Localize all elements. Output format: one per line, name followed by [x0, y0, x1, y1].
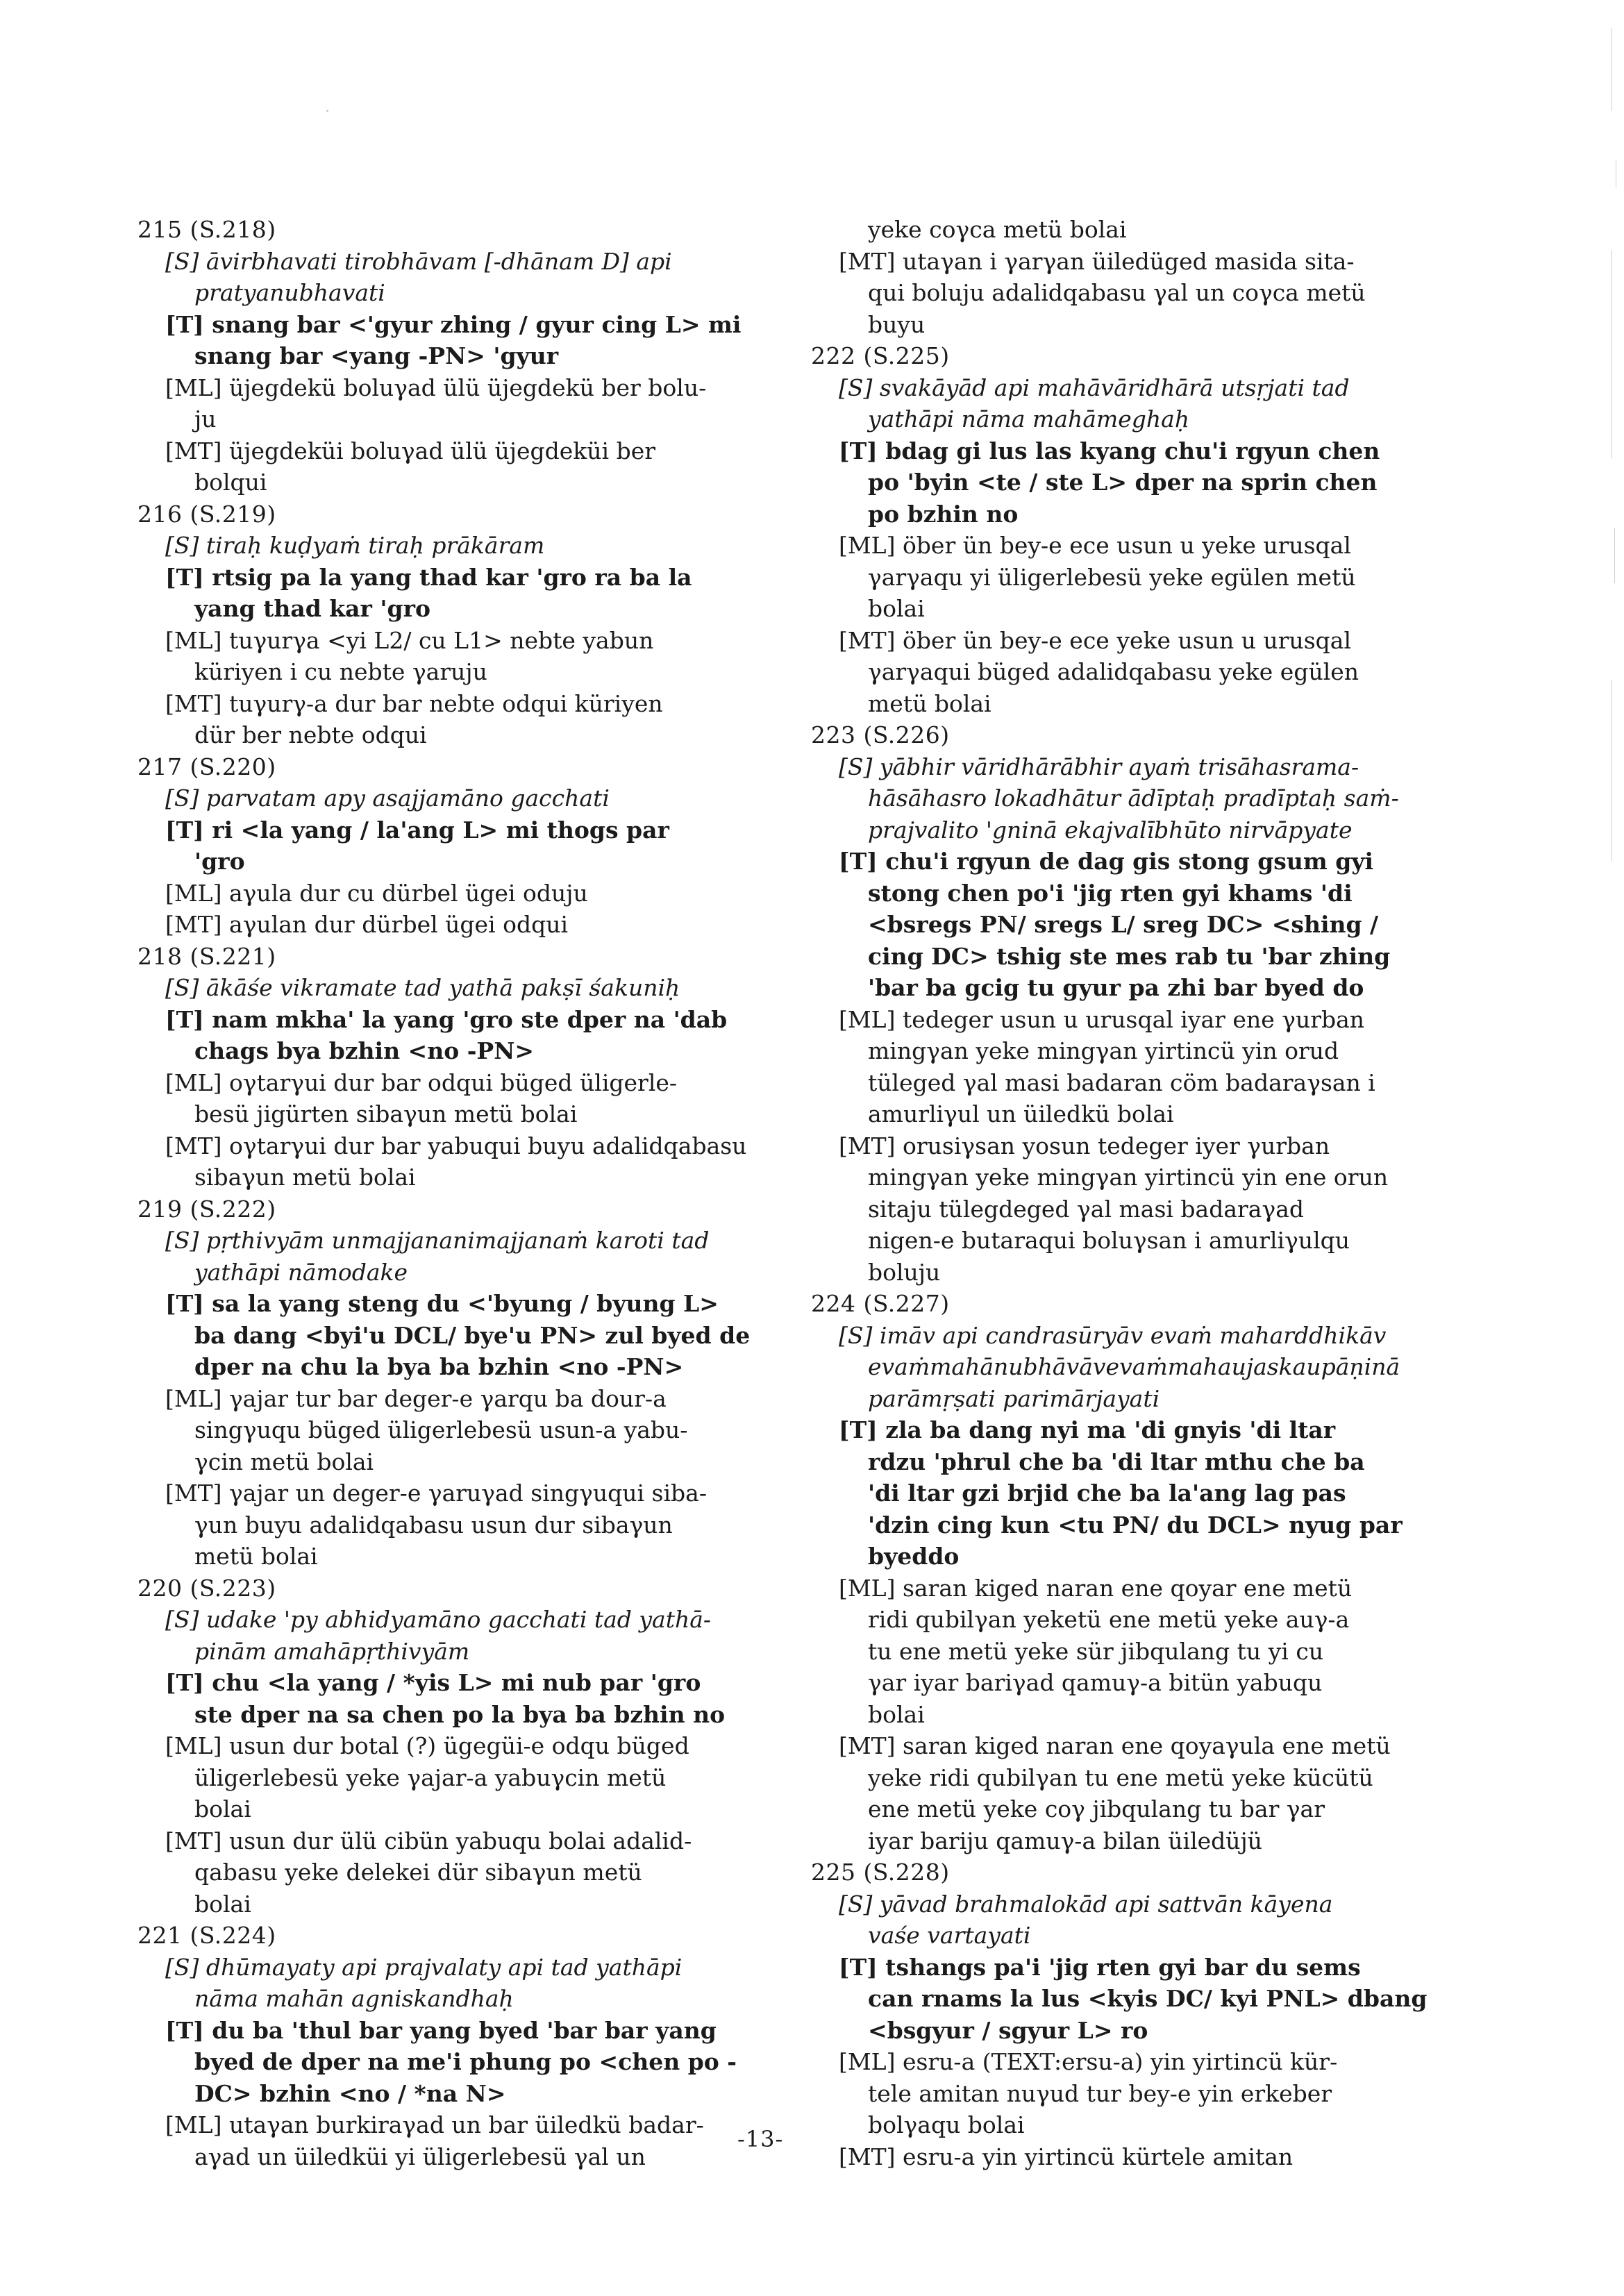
entry-header: 221 (S.224): [137, 1922, 276, 1949]
left-column: [137, 214, 797, 2172]
line-t-cont: ba dang <byi'u DCL/ bye'u PN> zul byed de: [194, 1321, 751, 1349]
line-t-cont: yang thad kar 'gro: [194, 595, 430, 622]
entry-header: 218 (S.221): [137, 942, 276, 970]
line-ml-cont: bolai: [194, 1795, 251, 1822]
entry-header: 219 (S.222): [137, 1195, 276, 1223]
line-s-cont: hāsāhasro lokadhātur ādīptaḥ pradīptaḥ saṁ-: [868, 785, 1399, 812]
line-t-cont: DC> bzhin <no / *na N>: [194, 2079, 506, 2107]
line-s-cont: vaśe vartayati: [868, 1922, 1031, 1949]
line-mt-cont: sibaγun metü bolai: [194, 1164, 416, 1191]
line-s: [S] svakāyād api mahāvāridhārā utsṛjati tad: [839, 374, 1350, 401]
line-t: [T] rtsig pa la yang thad kar 'gro ra ba la: [165, 563, 692, 591]
line-mt-cont: metü bolai: [194, 1543, 318, 1570]
line-mt-cont: nigen-e butaraqui boluγsan i amurliγulqu: [868, 1227, 1350, 1254]
line-ml-cont: aγad un üiledküi yi üligerlebesü γal un: [194, 2143, 646, 2170]
line-s: [S] imāv api candrasūryāv evaṁ maharddhikāv: [839, 1321, 1387, 1349]
entry-225: [811, 1857, 1428, 2172]
entry-header: 216 (S.219): [137, 500, 276, 528]
line-t-cont: 'bar ba gcig tu gyur pa zhi bar byed do: [868, 974, 1364, 1001]
line-ml-cont: ridi qubilγan yeketü ene metü yeke auγ-a: [868, 1606, 1350, 1633]
line-ml: [ML] üjegdekü boluγad ülü üjegdekü ber bolu-: [165, 374, 707, 401]
right-column: [811, 214, 1428, 2172]
line-t-cont: <bsgyur / sgyur L> ro: [868, 2016, 1148, 2044]
line-ml: [ML] γajar tur bar deger-e γarqu ba dour-a: [165, 1384, 667, 1412]
line-t: [T] tshangs pa'i 'jig rten gyi bar du sems: [839, 1953, 1361, 1981]
line-t: [T] ri <la yang / la'ang L> mi thogs par: [165, 816, 669, 844]
page-number: -13-: [737, 2126, 784, 2152]
line-mt-cont: metü bolai: [868, 689, 991, 717]
line-ml-cont: bolγaqu bolai: [868, 2111, 1025, 2138]
line-mt-cont: yeke ridi qubilγan tu ene metü yeke kücütü: [868, 1763, 1373, 1791]
line-t-cont: rdzu 'phrul che ba 'di ltar mthu che ba: [868, 1448, 1365, 1475]
line-mt: [MT] oγtarγui dur bar yabuqui buyu adalidqabasu: [165, 1132, 747, 1159]
line-s: [S] yābhir vāridhārābhir ayaṁ trisāhasrama-: [839, 753, 1359, 780]
entry-215: [137, 214, 797, 498]
entry-header: 223 (S.226): [811, 721, 950, 748]
line-t-cont: stong chen po'i 'jig rten gyi khams 'di: [868, 879, 1353, 907]
line-s: [S] ākāśe vikramate tad yathā pakṣī śakuniḥ: [165, 974, 680, 1001]
line-s-cont: nāma mahān agniskandhaḥ: [194, 1985, 514, 2012]
line-t: [T] nam mkha' la yang 'gro ste dper na 'dab: [165, 1005, 728, 1033]
line-ml: [ML] usun dur botal (?) ügegüi-e odqu büged: [165, 1732, 689, 1759]
line-ml: [ML] utaγan burkiraγad un bar üiledkü badar-: [165, 2111, 704, 2138]
line-t-cont: po bzhin no: [868, 500, 1019, 528]
line-mt-cont: bolqui: [194, 469, 267, 496]
line-t-cont: byeddo: [868, 1543, 960, 1570]
line-mt: [MT] orusiγsan yosun tedeger iyer γurban: [839, 1132, 1330, 1159]
entry-header: 215 (S.218): [137, 216, 276, 243]
line-s: [S] yāvad brahmalokād api sattvān kāyena: [839, 1890, 1333, 1918]
line-t: [T] chu'i rgyun de dag gis stong gsum gyi: [839, 848, 1374, 875]
line-s-cont: pinām amahāpṛthivyām: [194, 1637, 470, 1665]
line-ml-cont: besü jigürten sibaγun metü bolai: [194, 1100, 578, 1128]
line-mt-cont: qabasu yeke delekei dür sibaγun metü: [194, 1859, 642, 1886]
line-mt-cont: qui boluju adalidqabasu γal un coγca metü: [868, 279, 1366, 306]
line-mt-cont: ene metü yeke coγ jibqulang tu bar γar: [868, 1795, 1325, 1822]
line-mt: [MT] usun dur ülü cibün yabuqu bolai adalid-: [165, 1827, 692, 1854]
line-ml: [ML] öber ün bey-e ece usun u yeke urusqal: [839, 532, 1351, 559]
line-s: [S] udake 'py abhidyamāno gacchati tad yathā-: [165, 1606, 712, 1633]
entry-224: [811, 1288, 1422, 1857]
line-mt-cont: γun buyu adalidqabasu usun dur sibaγun: [194, 1511, 673, 1539]
line-t-cont: chags bya bzhin <no -PN>: [194, 1037, 535, 1064]
line-t-cont: 'di ltar gzi brjid che ba la'ang lag pas: [868, 1480, 1346, 1507]
line-t: [T] zla ba dang nyi ma 'di gnyis 'di ltar: [839, 1416, 1336, 1443]
line-t: [T] bdag gi lus las kyang chu'i rgyun chen: [839, 437, 1380, 464]
entry-220: [137, 1573, 797, 1920]
line-ml-cont: küriyen i cu nebte γaruju: [194, 658, 487, 685]
entry-217: [137, 751, 797, 941]
entry-221: [137, 1920, 797, 2172]
line-t-cont: dper na chu la bya ba bzhin <no -PN>: [194, 1353, 684, 1380]
line-ml: [ML] esru-a (TEXT:ersu-a) yin yirtincü kür-: [839, 2048, 1338, 2075]
line-t-cont: po 'byin <te / ste L> dper na sprin chen: [868, 469, 1378, 496]
line-t-cont: 'gro: [194, 848, 245, 875]
scan-speck: [326, 110, 328, 112]
line-mt-cont: mingγan yeke mingγan yirtincü yin ene orun: [868, 1164, 1389, 1191]
line-ml-cont: üligerlebesü yeke γajar-a yabuγcin metü: [194, 1763, 667, 1791]
line-ml-cont: γarγaqu yi üligerlebesü yeke egülen metü: [868, 563, 1356, 591]
line-s-cont: yathāpi nāmodake: [194, 1258, 408, 1286]
line-ml-cont: γcin metü bolai: [194, 1448, 374, 1475]
line-mt-cont: bolai: [194, 1890, 251, 1918]
entry-221-cont: [811, 214, 1422, 340]
line-t-cont: <bsregs PN/ sregs L/ sreg DC> <shing /: [868, 911, 1379, 938]
line-mt: [MT] saran kiged naran ene qoyaγula ene metü: [839, 1732, 1391, 1759]
line-mt: [MT] aγulan dur dürbel ügei odqui: [165, 911, 569, 938]
line-ml: [ML] aγula dur cu dürbel ügei oduju: [165, 879, 588, 907]
line-mt: [MT] tuγurγ-a dur bar nebte odqui küriyen: [165, 689, 663, 717]
line-s-cont: prajvalito 'gninā ekajvalībhūto nirvāpyate: [868, 816, 1353, 844]
entry-223: [811, 719, 1422, 1288]
line-ml: [ML] tedeger usun u urusqal iyar ene γurban: [839, 1005, 1365, 1033]
line-ml-cont: tüleged γal masi badaran cöm badaraγsan i: [868, 1069, 1375, 1096]
entry-header: 217 (S.220): [137, 753, 276, 780]
line-s-cont: parāmṛṣati parimārjayati: [868, 1384, 1160, 1412]
line-ml: [ML] oγtarγui dur bar odqui büged üligerle-: [165, 1069, 678, 1096]
line-ml: [ML] saran kiged naran ene qoyar ene metü: [839, 1574, 1353, 1602]
line-t: [T] sa la yang steng du <'byung / byung L>: [165, 1290, 719, 1317]
line-mt-cont: boluju: [868, 1258, 941, 1286]
line-mt: [MT] esru-a yin yirtincü kürtele amitan: [839, 2143, 1294, 2170]
line-t: [T] snang bar <'gyur zhing / gyur cing L> mi: [165, 310, 742, 338]
line-s-cont: evaṁmahānubhāvāvevaṁmahaujaskaupāṇinā: [868, 1353, 1400, 1380]
entry-header: 224 (S.227): [811, 1290, 950, 1317]
line-ml-cont: amurliγul un üiledkü bolai: [868, 1100, 1174, 1128]
line-t-cont: 'dzin cing kun <tu PN/ du DCL> nyug par: [868, 1511, 1403, 1539]
line-mt: [MT] üjegdeküi boluγad ülü üjegdeküi ber: [165, 437, 656, 464]
entry-header: 220 (S.223): [137, 1574, 276, 1602]
line-ml-cont: tu ene metü yeke sür jibqulang tu yi cu: [868, 1637, 1324, 1665]
line-ml-cont: ju: [194, 405, 217, 433]
line-mt-cont: γarγaqui büged adalidqabasu yeke egülen: [868, 658, 1359, 685]
entry-219: [137, 1193, 797, 1573]
entry-222: [811, 340, 1422, 719]
line-mt: [MT] öber ün bey-e ece yeke usun u urusqal: [839, 626, 1352, 654]
line-mt-cont: iyar bariju qamuγ-a bilan üiledüjü: [868, 1827, 1263, 1854]
line-s: [S] parvatam apy asajjamāno gacchati: [165, 785, 610, 812]
line-s: [S] āvirbhavati tirobhāvam [-dhānam D] api: [165, 247, 672, 275]
entry-218: [137, 941, 797, 1193]
line-ml: [ML] tuγurγa <yi L2/ cu L1> nebte yabun: [165, 626, 654, 654]
line-s-cont: pratyanubhavati: [194, 279, 385, 306]
entry-header: 222 (S.225): [811, 342, 950, 369]
line-t: [T] du ba 'thul bar yang byed 'bar bar yang: [165, 2016, 717, 2044]
line-t-cont: byed de dper na me'i phung po <chen po -: [194, 2048, 737, 2075]
line-s: [S] pṛthivyām unmajjananimajjanaṁ karoti tad: [165, 1227, 710, 1254]
line-s-cont: yathāpi nāma mahāmeghaḥ: [868, 405, 1190, 433]
line-ml-cont: γar iyar bariγad qamuγ-a bitün yabuqu: [868, 1669, 1323, 1696]
line-t-cont: ste dper na sa chen po la bya ba bzhin no: [194, 1700, 726, 1728]
line-ml-cont: mingγan yeke mingγan yirtincü yin orud: [868, 1037, 1339, 1064]
line-t-cont: cing DC> tshig ste mes rab tu 'bar zhing: [868, 942, 1391, 970]
line-ml-cont: bolai: [868, 595, 925, 622]
line-s: [S] dhūmayaty api prajvalaty api tad yathāpi: [165, 1953, 683, 1981]
line-t: [T] chu <la yang / *yis L> mi nub par 'gro: [165, 1669, 701, 1696]
line-mt: [MT] utaγan i γarγan üiledüged masida sita-: [839, 247, 1355, 275]
line-ml-cont: tele amitan nuγud tur bey-e yin erkeber: [868, 2079, 1332, 2107]
scan-edge-artifact: [1606, 0, 1624, 2296]
entry-216: [137, 498, 797, 751]
line-t-cont: can rnams la lus <kyis DC/ kyi PNL> dbang: [868, 1985, 1428, 2012]
line-mt-cont: sitaju tülegdeged γal masi badaraγad: [868, 1195, 1304, 1223]
line-ml-cont: bolai: [868, 1700, 925, 1728]
entry-header: 225 (S.228): [811, 1859, 950, 1886]
line-t-cont: snang bar <yang -PN> 'gyur: [194, 342, 559, 369]
line-mt: [MT] γajar un deger-e γaruγad singγuqui siba-: [165, 1480, 707, 1507]
line-continuation: yeke coγca metü bolai: [868, 216, 1127, 243]
line-mt-cont: dür ber nebte odqui: [194, 721, 427, 748]
line-ml-cont: singγuqu büged üligerlebesü usun-a yabu-: [194, 1416, 688, 1443]
line-s: [S] tiraḥ kuḍyaṁ tiraḥ prākāram: [165, 532, 545, 559]
line-mt-cont: buyu: [868, 310, 926, 338]
